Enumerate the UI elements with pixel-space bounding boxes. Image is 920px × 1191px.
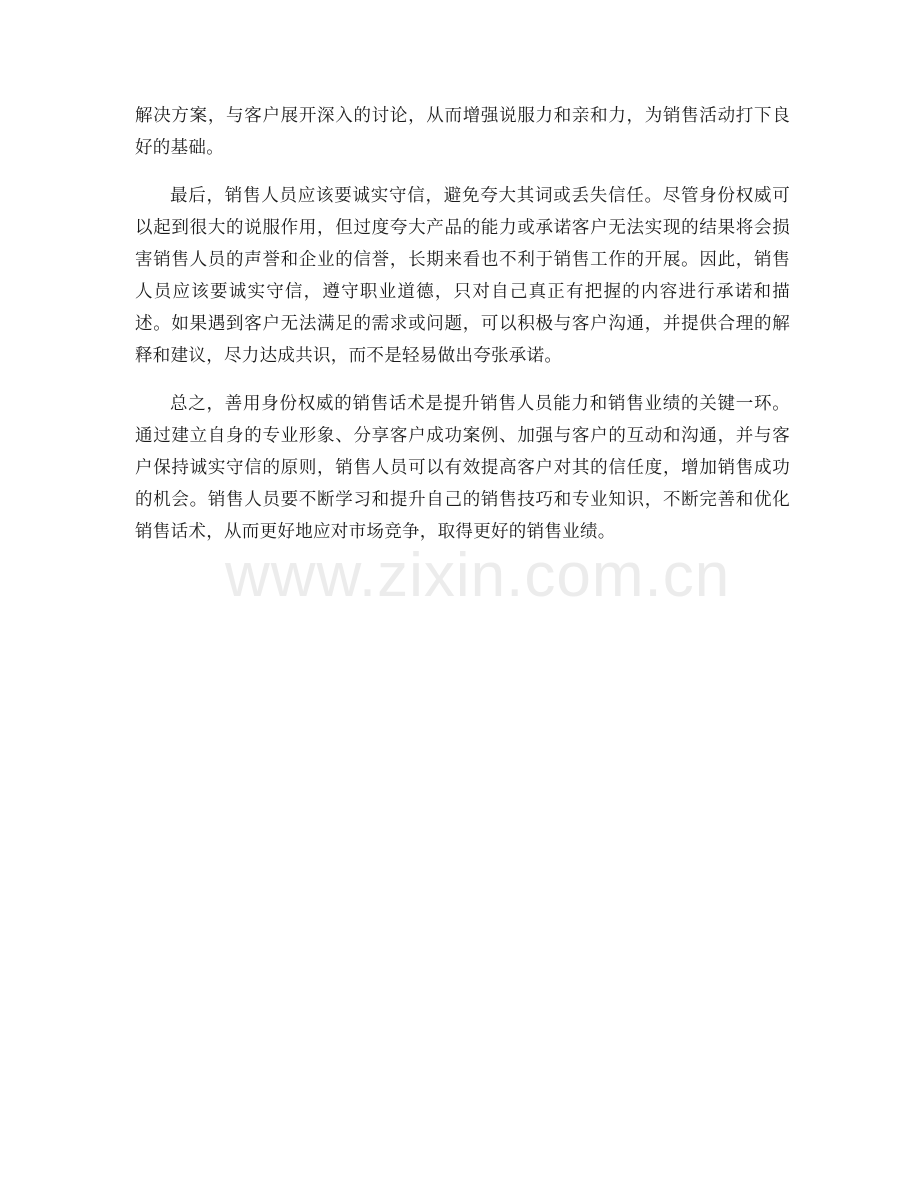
document-body [135,100,790,564]
watermark: www.zixin.com.cn [225,541,731,610]
paragraph-continuation: 解决方案，与客户展开深入的讨论，从而增强说服力和亲和力，为销售活动打下良好的基础。 [135,106,790,158]
paragraph-conclusion: 总之，善用身份权威的销售话术是提升销售人员能力和销售业绩的关键一环。通过建立自身的专业形象、分享客户成功案例、加强与客户的互动和沟通，并与客户保持诚实守信的原则，销售人员可以有效提高客户对其的信任度，增加销售成功的机会。销售人员要不断学习和提升自己的销售技巧和专业知识，不断完善和优化销售话术，从而更好地应对市场竞争，取得更好的销售业绩。 [135,394,790,542]
paragraph-honesty: 最后，销售人员应该要诚实守信，避免夸大其词或丢失信任。尽管身份权威可以起到很大的说服作用，但过度夸大产品的能力或承诺客户无法实现的结果将会损害销售人员的声誉和企业的信誉，长期来看也不利于销售工作的开展。因此，销售人员应该要诚实守信，遵守职业道德，只对自己真正有把握的内容进行承诺和描述。如果遇到客户无法满足的需求或问题，可以积极与客户沟通，并提供合理的解释和建议，尽力达成共识，而不是轻易做出夸张承诺。 [135,186,790,366]
